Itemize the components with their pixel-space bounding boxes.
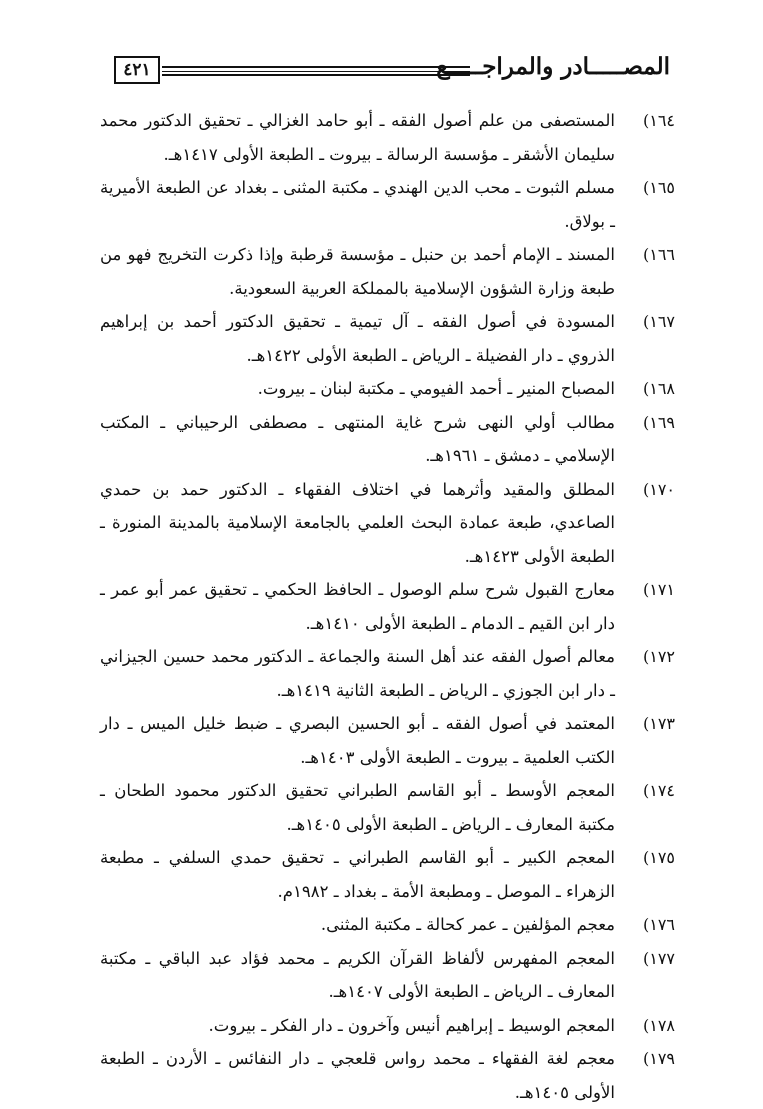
entry-number: ١٧٥) — [642, 848, 675, 867]
entry-text: المطلق والمقيد وأثرهما في اختلاف الفقهاء ـ الدكتور حمد بن حمدي الصاعدي، طبعة عمادة البحث العلمي بالجامعة الإسلامية بالمدينة المنورة ـ الطبعة الأولى ١٤٢٣هـ. — [100, 479, 615, 566]
bibliography-entry — [100, 305, 675, 372]
bibliography-entry — [100, 908, 675, 942]
bibliography-entry — [100, 942, 675, 1009]
entry-number: ١٧٠) — [642, 479, 675, 499]
entry-text: المصباح المنير ـ أحمد الفيومي ـ مكتبة لبنان ـ بيروت. — [257, 379, 615, 398]
bibliography-entry — [100, 238, 675, 305]
entry-number: ١٧٣) — [642, 714, 675, 733]
entry-number: ١٧٧) — [642, 948, 675, 968]
bibliography-entry — [100, 104, 675, 171]
bibliography-entry — [100, 707, 675, 774]
entry-number: ١٧٩) — [642, 1049, 675, 1068]
entry-number: ١٦٥) — [642, 178, 675, 197]
bibliography-entry — [100, 406, 675, 473]
header-rule-lower — [162, 74, 470, 76]
entry-text: المستصفى من علم أصول الفقه ـ أبو حامد الغزالي ـ تحقيق الدكتور محمد سليمان الأشقر ـ مؤسسة الرسالة ـ بيروت ـ الطبعة الأولى ١٤١٧هـ. — [100, 111, 615, 164]
bibliography-entry — [100, 841, 675, 908]
entry-text: معالم أصول الفقه عند أهل السنة والجماعة ـ الدكتور محمد حسين الجيزاني ـ دار ابن الجوزي ـ الرياض ـ الطبعة الثانية ١٤١٩هـ. — [100, 647, 615, 700]
entry-number: ١٦٦) — [642, 245, 675, 264]
entry-text: مسلم الثبوت ـ محب الدين الهندي ـ مكتبة المثنى ـ بغداد عن الطبعة الأميرية ـ بولاق. — [100, 178, 615, 231]
entry-text: المعجم المفهرس لألفاظ القرآن الكريم ـ محمد فؤاد عبد الباقي ـ مكتبة المعارف ـ الرياض ـ الطبعة الأولى ١٤٠٧هـ. — [100, 948, 615, 1001]
entry-text: المعجم الوسيط ـ إبراهيم أنيس وآخرون ـ دار الفكر ـ بيروت. — [208, 1015, 615, 1035]
entry-number: ١٧٢) — [642, 647, 675, 666]
entry-text: المعتمد في أصول الفقه ـ أبو الحسين البصري ـ ضبط خليل الميس ـ دار الكتب العلمية ـ بيروت ـ الطبعة الأولى ١٤٠٣هـ. — [100, 714, 615, 767]
entry-number: ١٦٨) — [642, 379, 675, 398]
running-title: المصـــــادر والمراجـــــع — [436, 53, 670, 80]
bibliography-entry — [100, 473, 675, 574]
entry-number: ١٦٤) — [642, 111, 675, 130]
entry-number: ١٧٦) — [642, 915, 675, 934]
page-number: ٤٢١ — [114, 56, 160, 84]
entry-number: ١٦٧) — [642, 312, 675, 331]
bibliography-entry — [100, 1042, 675, 1109]
entry-number: ١٦٩) — [642, 412, 675, 432]
entry-text: المسودة في أصول الفقه ـ آل تيمية ـ تحقيق الدكتور أحمد بن إبراهيم الذروي ـ دار الفضيلة ـ الرياض ـ الطبعة الأولى ١٤٢٢هـ. — [100, 312, 615, 365]
bibliography-entry — [100, 372, 675, 406]
bibliography-list — [100, 104, 675, 1109]
entry-text: معجم المؤلفين ـ عمر كحالة ـ مكتبة المثنى. — [320, 915, 615, 934]
entry-text: المعجم الأوسط ـ أبو القاسم الطبراني تحقيق الدكتور محمود الطحان ـ مكتبة المعارف ـ الرياض ـ الطبعة الأولى ١٤٠٥هـ. — [100, 781, 615, 834]
entry-text: المعجم الكبير ـ أبو القاسم الطبراني ـ تحقيق حمدي السلفي ـ مطبعة الزهراء ـ الموصل ـ ومطبعة الأمة ـ بغداد ـ ١٩٨٢م. — [100, 848, 615, 901]
bibliography-entry — [100, 1009, 675, 1043]
bibliography-entry — [100, 171, 675, 238]
bibliography-entry — [100, 640, 675, 707]
entry-text: مطالب أولي النهى شرح غاية المنتهى ـ مصطفى الرحيباني ـ المكتب الإسلامي ـ دمشق ـ ١٩٦١هـ. — [100, 412, 615, 465]
entry-text: المسند ـ الإمام أحمد بن حنبل ـ مؤسسة قرطبة وإذا ذكرت التخريج فهو من طبعة وزارة الشؤون الإسلامية بالمملكة العربية السعودية. — [100, 245, 615, 298]
bibliography-entry — [100, 774, 675, 841]
header-rule — [162, 66, 470, 72]
page-header — [100, 50, 670, 90]
entry-number: ١٧٨) — [642, 1015, 675, 1035]
entry-number: ١٧١) — [642, 580, 675, 599]
entry-text: معارج القبول شرح سلم الوصول ـ الحافظ الحكمي ـ تحقيق عمر أبو عمر ـ دار ابن القيم ـ الدمام ـ الطبعة الأولى ١٤١٠هـ. — [100, 580, 615, 633]
entry-number: ١٧٤) — [642, 781, 675, 800]
entry-text: معجم لغة الفقهاء ـ محمد رواس قلعجي ـ دار النفائس ـ الأردن ـ الطبعة الأولى ١٤٠٥هـ. — [100, 1049, 615, 1102]
bibliography-entry — [100, 573, 675, 640]
